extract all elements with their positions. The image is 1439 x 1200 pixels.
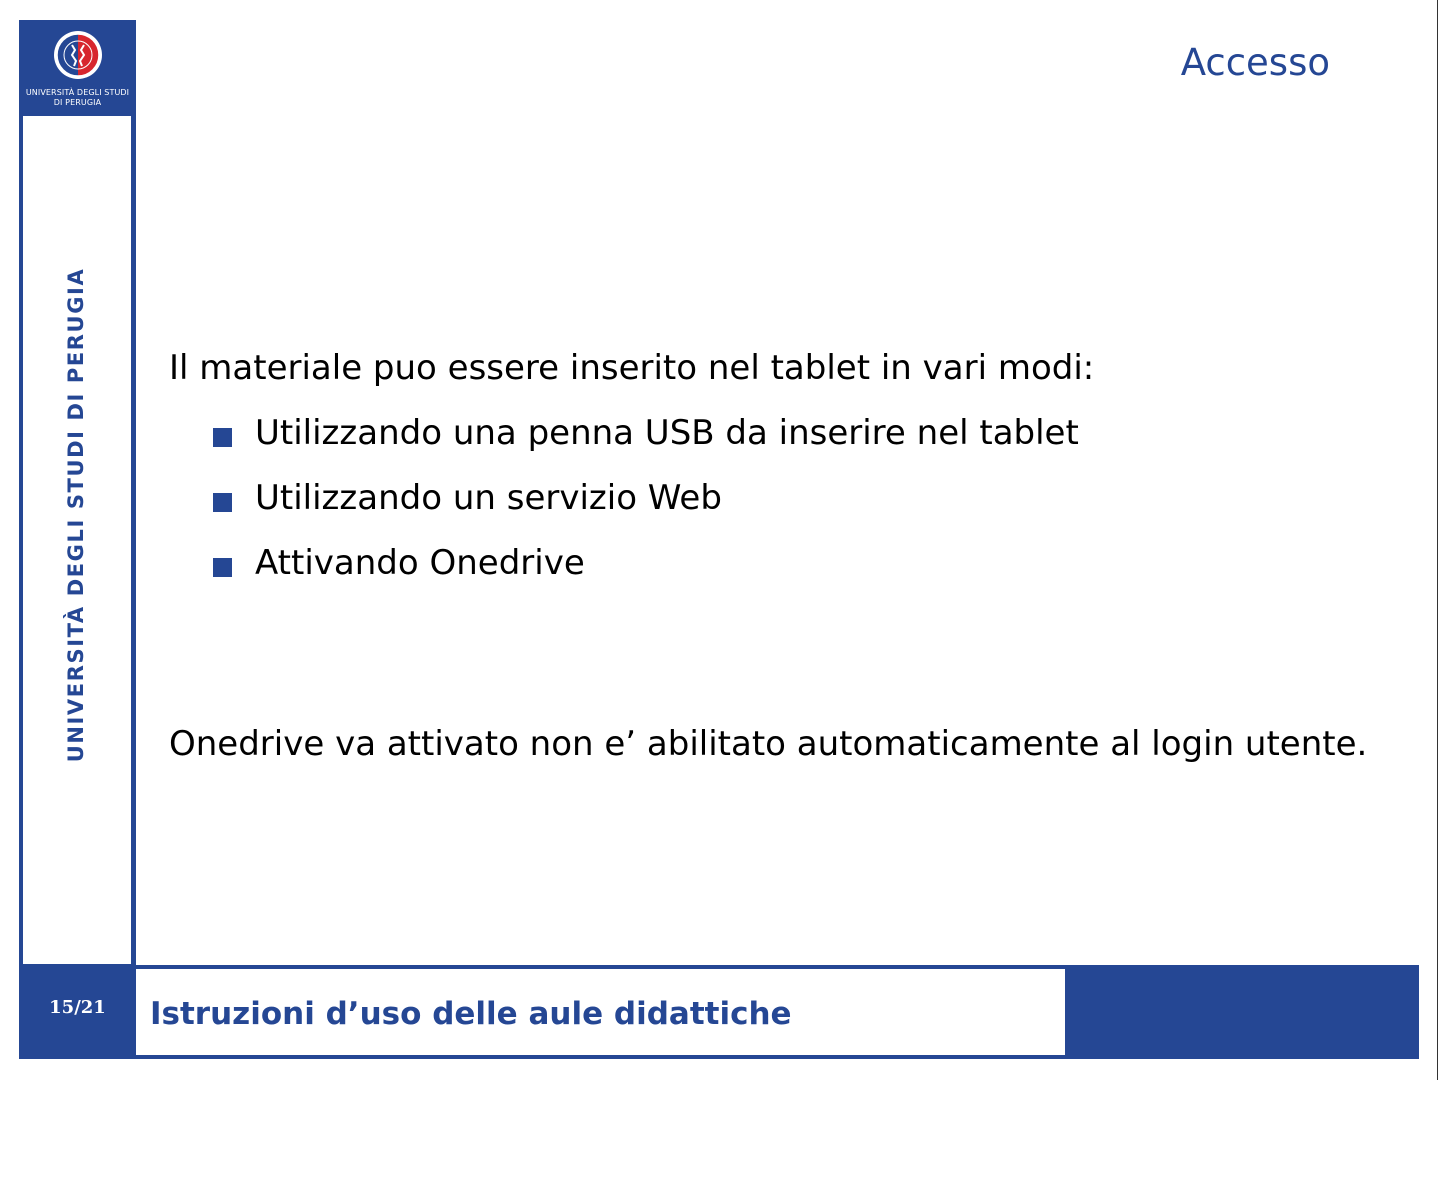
footer-title: Istruzioni d’uso delle aule didattiche [150, 996, 792, 1032]
logo-caption [19, 88, 136, 108]
list-item [169, 474, 1094, 522]
square-bullet-icon [213, 493, 232, 512]
slide-content [169, 344, 1094, 587]
list-item [169, 409, 1094, 457]
note-text: Onedrive va attivato non e’ abilitato automaticamente al login utente. [169, 724, 1368, 764]
bullet-list [169, 409, 1094, 587]
right-border-line [1437, 0, 1438, 1080]
square-bullet-icon [213, 428, 232, 447]
list-item-text: Attivando Onedrive [255, 543, 585, 583]
page-title: Accesso [1180, 41, 1330, 84]
logo-caption-line1: UNIVERSITÀ DEGLI STUDI [25, 88, 130, 97]
intro-text: Il materiale puo essere inserito nel tablet in vari modi: [169, 348, 1095, 388]
sidebar-vertical-text: UNIVERSITÀ DEGLI STUDI DI PERUGIA [64, 267, 88, 763]
list-item [169, 539, 1094, 587]
square-bullet-icon [213, 558, 232, 577]
page-number: 15/21 [49, 997, 106, 1018]
logo-caption-line2: DI PERUGIA [53, 98, 102, 107]
list-item-text: Utilizzando una penna USB da inserire nel tablet [255, 413, 1079, 453]
list-item-text: Utilizzando un servizio Web [255, 478, 722, 518]
university-seal-icon [53, 30, 103, 80]
